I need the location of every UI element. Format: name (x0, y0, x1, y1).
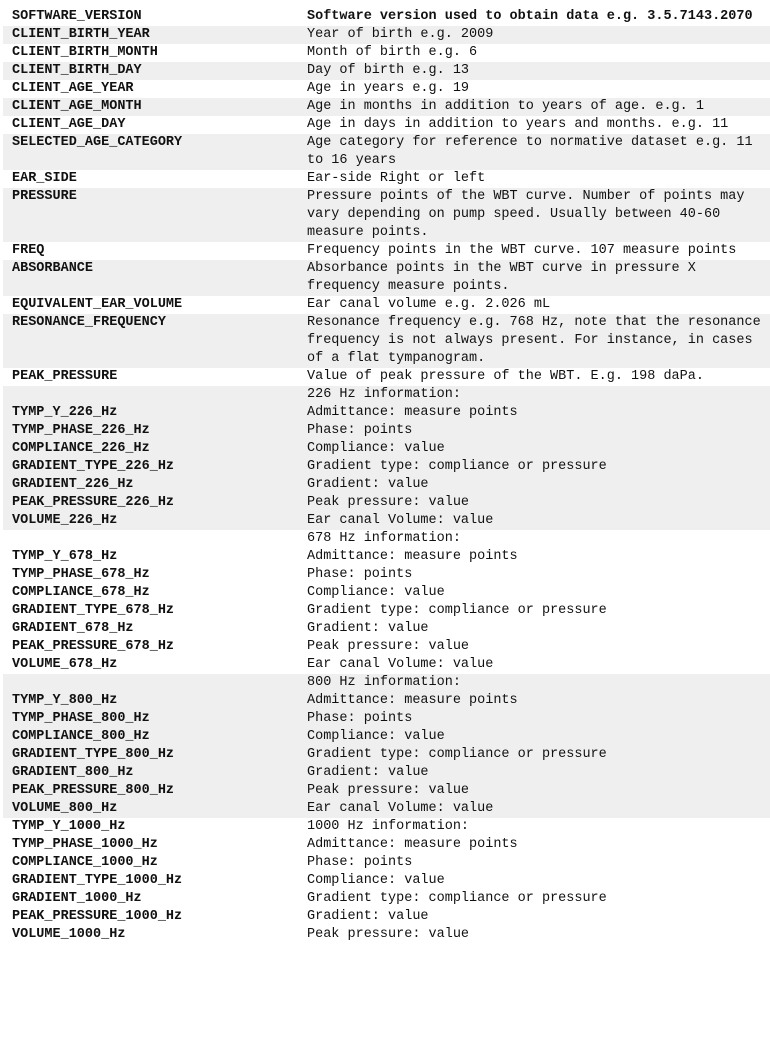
field-name-cell: EAR_SIDE (12, 171, 77, 186)
field-name-cell: SOFTWARE_VERSION (12, 9, 142, 24)
field-description-cell: Ear canal Volume: value (298, 512, 770, 530)
field-name-cell: COMPLIANCE_800_Hz (3, 728, 298, 746)
table-row (3, 908, 770, 926)
table-row (3, 728, 770, 746)
table-row (3, 44, 770, 62)
table-row (3, 872, 770, 890)
field-name-cell: CLIENT_AGE_YEAR (12, 81, 134, 96)
table-row (3, 116, 770, 134)
field-name-cell: PEAK_PRESSURE (12, 369, 118, 384)
field-name-cell: FREQ (12, 243, 45, 258)
field-description-cell: 800 Hz information: (298, 674, 770, 692)
field-name-cell: COMPLIANCE_1000_Hz (12, 855, 158, 870)
field-description-cell: Age in days in addition to years and months. e.g. 11 (307, 117, 729, 132)
table-row (3, 98, 770, 116)
field-name-cell: VOLUME_678_Hz (12, 657, 118, 672)
field-name-cell: GRADIENT_1000_Hz (12, 891, 142, 906)
table-row (3, 566, 770, 584)
field-name-cell: CLIENT_BIRTH_YEAR (3, 26, 298, 44)
field-description-cell: Ear canal Volume: value (298, 800, 770, 818)
field-description-cell: Admittance: measure points (307, 549, 518, 564)
table-row (3, 836, 770, 854)
field-description-cell: Phase: points (307, 855, 413, 870)
field-description-cell: Peak pressure: value (298, 782, 770, 800)
field-name-cell: PEAK_PRESSURE_678_Hz (12, 639, 175, 654)
field-name-cell: ABSORBANCE (3, 260, 298, 296)
field-description-cell: Admittance: measure points (307, 837, 518, 852)
field-description-cell: Age in years e.g. 19 (307, 81, 470, 96)
field-description-cell: Pressure points of the WBT curve. Number of points may vary depending on pump speed. Usually between 40-60 measure points. (298, 188, 770, 242)
field-name-cell: GRADIENT_800_Hz (3, 764, 298, 782)
field-description-cell: Gradient: value (307, 621, 429, 636)
field-description-cell: Phase: points (307, 567, 413, 582)
field-description-cell: Age in months in addition to years of age. e.g. 1 (298, 98, 770, 116)
table-row (3, 674, 770, 692)
table-row (3, 746, 770, 764)
table-row (3, 134, 770, 170)
field-description-cell: Gradient type: compliance or pressure (298, 746, 770, 764)
field-description-cell: Absorbance points in the WBT curve in pressure X frequency measure points. (298, 260, 770, 296)
field-name-cell: GRADIENT_TYPE_800_Hz (3, 746, 298, 764)
table-row (3, 170, 770, 188)
field-name-cell: GRADIENT_678_Hz (12, 621, 134, 636)
field-description-cell: Peak pressure: value (307, 927, 470, 942)
table-row (3, 260, 770, 296)
table-row (3, 494, 770, 512)
table-row (3, 854, 770, 872)
table-row (3, 458, 770, 476)
table-row (3, 602, 770, 620)
table-row (3, 386, 770, 404)
field-name-cell: TYMP_Y_226_Hz (3, 404, 298, 422)
table-row (3, 764, 770, 782)
field-description-cell: Resonance frequency e.g. 768 Hz, note that the resonance frequency is not always present. For instance, in cases of a flat tympanogram. (298, 314, 770, 368)
field-description-cell: Value of peak pressure of the WBT. E.g. 198 daPa. (307, 369, 704, 384)
field-name-cell: EQUIVALENT_EAR_VOLUME (12, 297, 183, 312)
field-description-cell: Gradient type: compliance or pressure (307, 891, 607, 906)
data-dictionary-table (3, 8, 770, 944)
field-description-cell: Gradient: value (307, 909, 429, 924)
field-description-cell: 1000 Hz information: (307, 819, 470, 834)
field-name-cell: TYMP_PHASE_800_Hz (3, 710, 298, 728)
table-row (3, 26, 770, 44)
table-row (3, 800, 770, 818)
field-name-cell: GRADIENT_TYPE_678_Hz (12, 603, 175, 618)
field-name-cell: CLIENT_BIRTH_MONTH (12, 45, 158, 60)
field-description-cell: Admittance: measure points (298, 692, 770, 710)
field-description-cell: Peak pressure: value (298, 494, 770, 512)
table-row (3, 80, 770, 98)
table-row (3, 296, 770, 314)
field-description-cell: Compliance: value (307, 585, 445, 600)
table-row (3, 476, 770, 494)
field-name-cell: GRADIENT_TYPE_1000_Hz (12, 873, 183, 888)
field-name-cell: TYMP_PHASE_226_Hz (3, 422, 298, 440)
table-row (3, 314, 770, 368)
table-row (3, 584, 770, 602)
field-name-cell: RESONANCE_FREQUENCY (3, 314, 298, 368)
field-description-cell: Admittance: measure points (298, 404, 770, 422)
field-description-cell: Ear-side Right or left (307, 171, 486, 186)
field-description-cell: Phase: points (298, 710, 770, 728)
field-description-cell: Day of birth e.g. 13 (298, 62, 770, 80)
field-description-cell: Ear canal volume e.g. 2.026 mL (307, 297, 551, 312)
field-name-cell: VOLUME_800_Hz (3, 800, 298, 818)
data-dictionary-body (3, 8, 770, 944)
field-name-cell: COMPLIANCE_678_Hz (12, 585, 150, 600)
table-row (3, 440, 770, 458)
table-row (3, 926, 770, 944)
field-name-cell: GRADIENT_TYPE_226_Hz (3, 458, 298, 476)
field-name-cell (3, 386, 298, 404)
field-name-cell: PEAK_PRESSURE_226_Hz (3, 494, 298, 512)
table-row (3, 710, 770, 728)
table-row (3, 530, 770, 548)
field-description-cell: Phase: points (298, 422, 770, 440)
table-row (3, 512, 770, 530)
field-name-cell: CLIENT_AGE_DAY (12, 117, 126, 132)
table-row (3, 782, 770, 800)
field-name-cell: VOLUME_226_Hz (3, 512, 298, 530)
field-name-cell (3, 674, 298, 692)
table-row (3, 818, 770, 836)
table-row (3, 692, 770, 710)
field-description-cell: Age category for reference to normative dataset e.g. 11 to 16 years (298, 134, 770, 170)
table-row (3, 242, 770, 260)
table-row (3, 620, 770, 638)
table-row (3, 638, 770, 656)
table-row (3, 188, 770, 242)
table-row (3, 548, 770, 566)
field-name-cell: CLIENT_BIRTH_DAY (3, 62, 298, 80)
table-row (3, 890, 770, 908)
field-description-cell: Software version used to obtain data e.g. 3.5.7143.2070 (307, 9, 753, 24)
field-description-cell: Year of birth e.g. 2009 (298, 26, 770, 44)
field-name-cell: TYMP_Y_1000_Hz (12, 819, 126, 834)
field-description-cell: Gradient: value (298, 764, 770, 782)
field-description-cell: Peak pressure: value (307, 639, 470, 654)
field-name-cell: TYMP_PHASE_678_Hz (12, 567, 150, 582)
field-description-cell: 226 Hz information: (298, 386, 770, 404)
field-name-cell: VOLUME_1000_Hz (12, 927, 126, 942)
field-name-cell: TYMP_Y_800_Hz (3, 692, 298, 710)
table-row (3, 62, 770, 80)
field-name-cell: TYMP_Y_678_Hz (12, 549, 118, 564)
field-name-cell: CLIENT_AGE_MONTH (3, 98, 298, 116)
field-name-cell: PEAK_PRESSURE_800_Hz (3, 782, 298, 800)
field-description-cell: 678 Hz information: (307, 531, 461, 546)
field-name-cell: PEAK_PRESSURE_1000_Hz (12, 909, 183, 924)
table-row (3, 422, 770, 440)
field-name-cell: PRESSURE (3, 188, 298, 242)
table-row (3, 8, 770, 26)
field-description-cell: Gradient type: compliance or pressure (298, 458, 770, 476)
field-description-cell: Compliance: value (307, 873, 445, 888)
field-name-cell: GRADIENT_226_Hz (3, 476, 298, 494)
table-row (3, 656, 770, 674)
field-description-cell: Compliance: value (298, 440, 770, 458)
field-description-cell: Frequency points in the WBT curve. 107 measure points (307, 243, 737, 258)
field-name-cell: SELECTED_AGE_CATEGORY (3, 134, 298, 170)
field-description-cell: Compliance: value (298, 728, 770, 746)
field-name-cell (3, 530, 298, 548)
field-description-cell: Ear canal Volume: value (307, 657, 494, 672)
field-name-cell: COMPLIANCE_226_Hz (3, 440, 298, 458)
field-description-cell: Month of birth e.g. 6 (307, 45, 478, 60)
field-description-cell: Gradient: value (298, 476, 770, 494)
field-description-cell: Gradient type: compliance or pressure (307, 603, 607, 618)
table-row (3, 368, 770, 386)
table-row (3, 404, 770, 422)
field-name-cell: TYMP_PHASE_1000_Hz (12, 837, 158, 852)
